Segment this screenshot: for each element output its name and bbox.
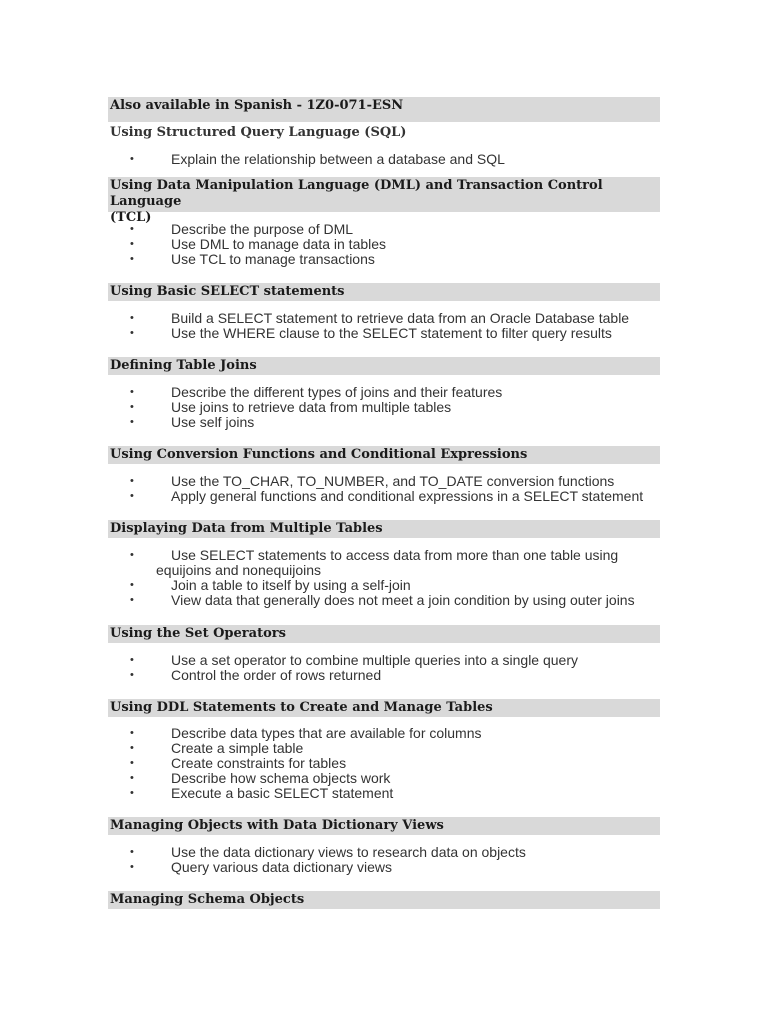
list-item: • Use a set operator to combine multiple queries into a single query [108,653,660,668]
list-item: • Use DML to manage data in tables [108,237,660,252]
section-heading-select: Using Basic SELECT statements [108,283,660,301]
section-heading-dml-tcl [108,177,660,225]
list-item: • Use self joins [108,415,660,430]
list-item: • Explain the relationship between a database and SQL [108,152,660,167]
list-item: • Use joins to retrieve data from multiple tables [108,400,660,415]
list-item: • Execute a basic SELECT statement [108,786,660,801]
section-list-data-dictionary [108,845,660,875]
section-list-ddl [108,726,660,801]
section-heading-sql: Using Structured Query Language (SQL) [110,125,407,140]
section-list-multiple-tables [108,548,660,608]
section-heading-line: (TCL) [110,210,152,225]
section-heading-data-dictionary: Managing Objects with Data Dictionary Views [108,817,660,835]
section-heading-line: Using Data Manipulation Language (DML) and Transaction Control Language [110,178,603,209]
section-list-joins [108,385,660,430]
section-list-set-operators [108,653,660,683]
section-list-conversion [108,474,660,504]
list-item: • Apply general functions and conditional expressions in a SELECT statement [108,489,660,504]
list-item: • Control the order of rows returned [108,668,660,683]
list-item: • Describe the different types of joins and their features [108,385,660,400]
list-item: • Query various data dictionary views [108,860,660,875]
section-heading-schema-objects: Managing Schema Objects [108,891,660,909]
section-heading-multiple-tables: Displaying Data from Multiple Tables [108,520,660,538]
section-list-select [108,311,660,341]
list-item: • View data that generally does not meet a join condition by using outer joins [108,593,660,608]
exam-topics-list [108,97,660,909]
list-item: • Create constraints for tables [108,756,660,771]
list-item: • Build a SELECT statement to retrieve data from an Oracle Database table [108,311,660,326]
list-item: • Use the data dictionary views to research data on objects [108,845,660,860]
list-item: • Use the TO_CHAR, TO_NUMBER, and TO_DATE conversion functions [108,474,660,489]
list-item [108,548,660,578]
list-item: • Describe data types that are available for columns [108,726,660,741]
list-item: • Join a table to itself by using a self-join [108,578,660,593]
section-heading-conversion: Using Conversion Functions and Conditional Expressions [108,446,660,464]
list-item: • Describe the purpose of DML [108,222,660,237]
section-list-dml-tcl [108,222,660,267]
list-item: • Use the WHERE clause to the SELECT statement to filter query results [108,326,660,341]
list-item-line: Use SELECT statements to access data from more than one table using [171,547,619,563]
section-heading-spanish: Also available in Spanish - 1Z0-071-ESN [108,97,660,122]
section-heading-joins: Defining Table Joins [108,357,660,375]
section-list-sql [108,152,660,167]
section-heading-set-operators: Using the Set Operators [108,625,660,643]
list-item: • Describe how schema objects work [108,771,660,786]
list-item-line: equijoins and nonequijoins [156,562,322,578]
list-item: • Use TCL to manage transactions [108,252,660,267]
list-item: • Create a simple table [108,741,660,756]
section-heading-ddl: Using DDL Statements to Create and Manage Tables [108,699,660,717]
